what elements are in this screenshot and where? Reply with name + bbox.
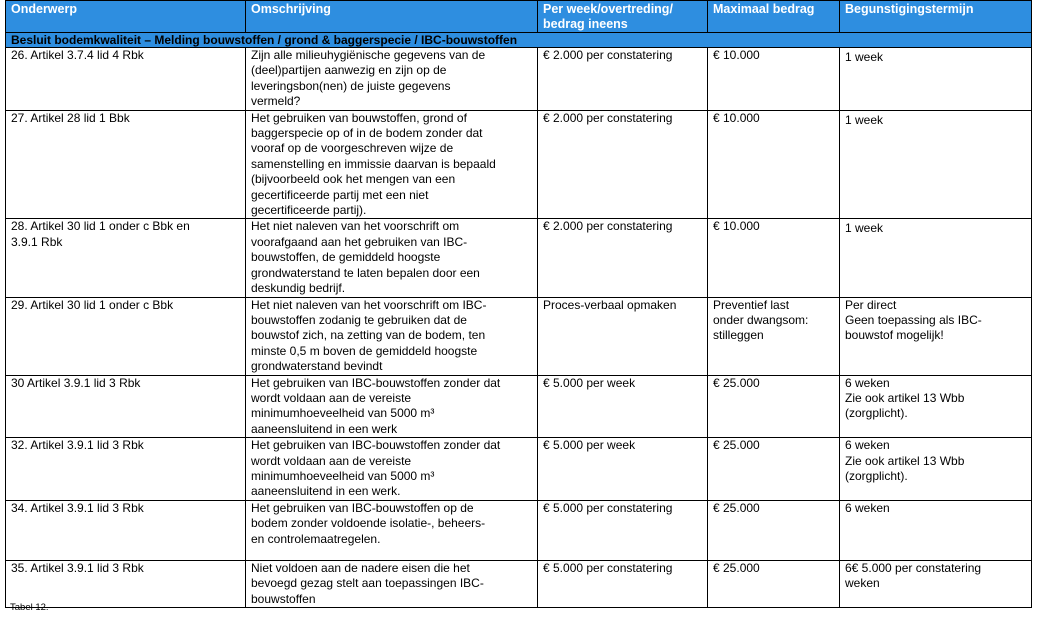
cell-amount: € 5.000 per week <box>538 375 708 438</box>
cell-amount: € 2.000 per constatering <box>538 110 708 219</box>
table-row <box>6 560 1032 607</box>
table-row <box>6 297 1032 375</box>
cell-max: € 25.000 <box>708 375 840 438</box>
cell-amount: € 2.000 per constatering <box>538 219 708 297</box>
cell-subject: 35. Artikel 3.9.1 lid 3 Rbk <box>6 560 246 607</box>
cell-term: 6 weken Zie ook artikel 13 Wbb (zorgplicht). <box>840 375 1032 438</box>
cell-max: € 25.000 <box>708 500 840 560</box>
section-row <box>6 33 1032 48</box>
cell-amount: Proces-verbaal opmaken <box>538 297 708 375</box>
cell-term: 6 weken <box>840 500 1032 560</box>
cell-term: 1 week <box>840 219 1032 297</box>
cell-subject: 29. Artikel 30 lid 1 onder c Bbk <box>6 297 246 375</box>
table-caption: Tabel 12. <box>10 602 49 613</box>
header-amount: Per week/overtreding/ bedrag ineens <box>538 1 708 33</box>
table-row <box>6 219 1032 297</box>
cell-description: Het gebruiken van IBC-bouwstoffen zonder dat wordt voldaan aan de vereiste minimumhoeveelheid van 5000 m³ aaneensluitend in een werk <box>246 375 538 438</box>
cell-max: € 25.000 <box>708 560 840 607</box>
cell-subject: 30 Artikel 3.9.1 lid 3 Rbk <box>6 375 246 438</box>
cell-max: € 25.000 <box>708 438 840 501</box>
table-row <box>6 375 1032 438</box>
cell-term: Per direct Geen toepassing als IBC- bouwstof mogelijk! <box>840 297 1032 375</box>
section-title: Besluit bodemkwaliteit – Melding bouwstoffen / grond & baggerspecie / IBC-bouwstoffen <box>6 33 1032 48</box>
cell-subject: 26. Artikel 3.7.4 lid 4 Rbk <box>6 48 246 111</box>
table-row <box>6 48 1032 111</box>
cell-subject: 34. Artikel 3.9.1 lid 3 Rbk <box>6 500 246 560</box>
cell-term: 6€ 5.000 per constatering weken <box>840 560 1032 607</box>
cell-amount: € 5.000 per week <box>538 438 708 501</box>
cell-subject: 32. Artikel 3.9.1 lid 3 Rbk <box>6 438 246 501</box>
cell-term: 1 week <box>840 48 1032 111</box>
cell-max: € 10.000 <box>708 48 840 111</box>
cell-description: Niet voldoen aan de nadere eisen die het bevoegd gezag stelt aan toepassingen IBC- bouwstoffen <box>246 560 538 607</box>
cell-description: Het gebruiken van IBC-bouwstoffen op de bodem zonder voldoende isolatie-, beheers- en controlemaatregelen. <box>246 500 538 560</box>
cell-description: Het gebruiken van bouwstoffen, grond of baggerspecie op of in de bodem zonder dat vooraf op de voorgeschreven wijze de samenstelling en immissie daarvan is bepaald (bijvoorbeeld ook het mengen van een gecertificeerde partij met een niet gecertificeerde partij). <box>246 110 538 219</box>
cell-max: € 10.000 <box>708 219 840 297</box>
cell-description: Het niet naleven van het voorschrift om voorafgaand aan het gebruiken van IBC- bouwstoffen, de gemiddeld hoogste grondwaterstand te laten bepalen door een deskundig bedrijf. <box>246 219 538 297</box>
cell-amount: € 5.000 per constatering <box>538 560 708 607</box>
header-description: Omschrijving <box>246 1 538 33</box>
cell-subject: 28. Artikel 30 lid 1 onder c Bbk en 3.9.1 Rbk <box>6 219 246 297</box>
enforcement-table <box>5 0 1032 608</box>
table-row <box>6 500 1032 560</box>
cell-amount: € 5.000 per constatering <box>538 500 708 560</box>
cell-description: Het gebruiken van IBC-bouwstoffen zonder dat wordt voldaan aan de vereiste minimumhoeveelheid van 5000 m³ aaneensluitend in een werk. <box>246 438 538 501</box>
cell-max: Preventief last onder dwangsom: stilleggen <box>708 297 840 375</box>
header-term: Begunstigingstermijn <box>840 1 1032 33</box>
header-subject: Onderwerp <box>6 1 246 33</box>
cell-subject: 27. Artikel 28 lid 1 Bbk <box>6 110 246 219</box>
cell-description: Het niet naleven van het voorschrift om IBC- bouwstoffen zodanig te gebruiken dat de bouwstof zich, na zetting van de bodem, ten minste 0,5 m boven de gemiddeld hoogste grondwaterstand bevindt <box>246 297 538 375</box>
table-row <box>6 438 1032 501</box>
table-row <box>6 110 1032 219</box>
cell-term: 6 weken Zie ook artikel 13 Wbb (zorgplicht). <box>840 438 1032 501</box>
cell-description: Zijn alle milieuhygiënische gegevens van de (deel)partijen aanwezig en zijn op de leveringsbon(nen) de juiste gegevens vermeld? <box>246 48 538 111</box>
cell-amount: € 2.000 per constatering <box>538 48 708 111</box>
header-row <box>6 1 1032 33</box>
cell-max: € 10.000 <box>708 110 840 219</box>
cell-term: 1 week <box>840 110 1032 219</box>
header-max: Maximaal bedrag <box>708 1 840 33</box>
